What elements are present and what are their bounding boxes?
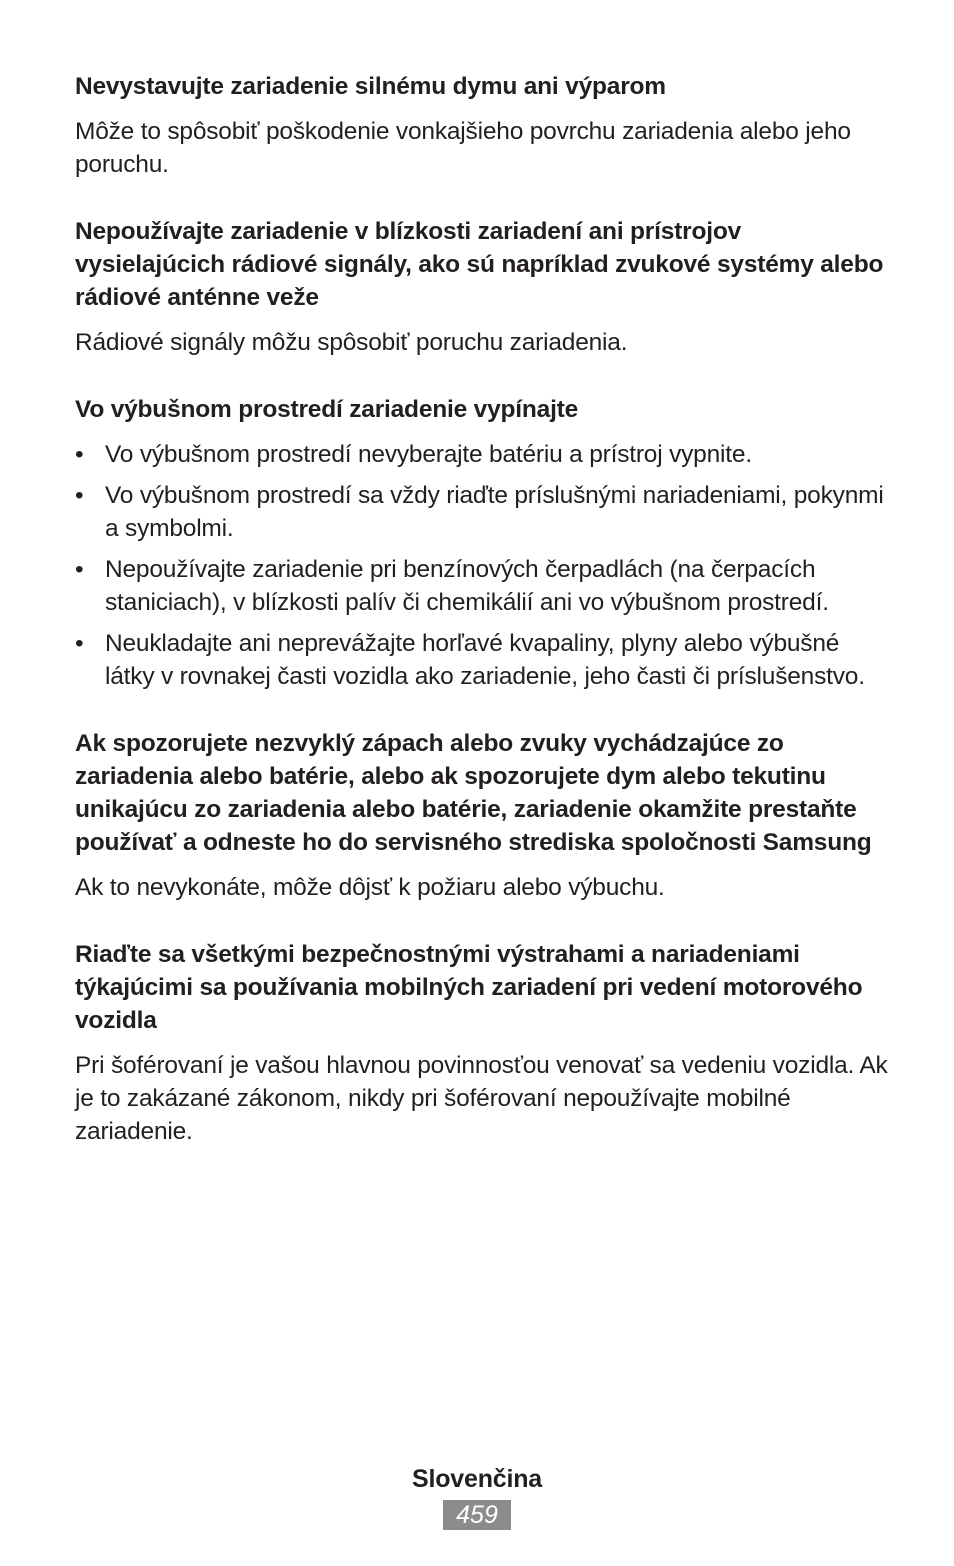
list-item-text: Vo výbušnom prostredí sa vždy riaďte príslušnými nariadeniami, pokynmi a symbolmi. [105, 482, 884, 542]
section-heading: Vo výbušnom prostredí zariadenie vypínajte [75, 396, 579, 423]
spacer [75, 701, 890, 727]
section-body: Ak to nevykonáte, môže dôjsť k požiaru alebo výbuchu. [75, 874, 665, 901]
spacer [75, 181, 890, 215]
section-heading: Ak spozorujete nezvyklý zápach alebo zvuky vychádzajúce zo zariadenia alebo batérie, alebo ak spozorujete dym alebo tekutinu unikajúcu zo zariadenia alebo batérie, zariadenie okamžite prestaňte používať a odneste ho do servisného strediska spoločnosti Samsung [75, 730, 872, 856]
bullet-list [75, 438, 890, 693]
list-item [75, 553, 890, 619]
list-item [75, 627, 890, 693]
spacer [75, 904, 890, 938]
section-driving-safety [75, 938, 890, 1148]
page-number-wrapper [0, 1500, 954, 1530]
bullet-icon: • [75, 556, 84, 583]
bullet-icon: • [75, 441, 84, 468]
page-content [75, 70, 890, 1148]
list-item [75, 438, 890, 471]
bullet-icon: • [75, 482, 84, 509]
section-explosive-environment [75, 393, 890, 693]
section-heading: Nevystavujte zariadenie silnému dymu ani výparom [75, 73, 666, 100]
section-heading: Riaďte sa všetkými bezpečnostnými výstrahami a nariadeniami týkajúcimi sa používania mobilných zariadení pri vedení motorového vozidla [75, 941, 863, 1034]
section-unusual-smell [75, 727, 890, 904]
list-item [75, 479, 890, 545]
list-item-text: Vo výbušnom prostredí nevyberajte batériu a prístroj vypnite. [105, 441, 752, 468]
bullet-icon: • [75, 630, 84, 657]
page-footer [0, 1462, 954, 1530]
list-item-text: Neukladajte ani neprevážajte horľavé kvapaliny, plyny alebo výbušné látky v rovnakej časti vozidla ako zariadenie, jeho časti či príslušenstvo. [105, 630, 865, 690]
section-body: Pri šoférovaní je vašou hlavnou povinnosťou venovať sa vedeniu vozidla. Ak je to zakázané zákonom, nikdy pri šoférovaní nepoužívajte mobilné zariadenie. [75, 1052, 888, 1145]
page-number: 459 [443, 1500, 511, 1530]
section-body: Rádiové signály môžu spôsobiť poruchu zariadenia. [75, 329, 628, 356]
list-item-text: Nepoužívajte zariadenie pri benzínových čerpadlách (na čerpacích staniciach), v blízkosti palív či chemikálií ani vo výbušnom prostredí. [105, 556, 829, 616]
spacer [75, 359, 890, 393]
section-body: Môže to spôsobiť poškodenie vonkajšieho povrchu zariadenia alebo jeho poruchu. [75, 118, 851, 178]
section-radio-signals [75, 215, 890, 359]
section-heading: Nepoužívajte zariadenie v blízkosti zariadení ani prístrojov vysielajúcich rádiové signály, ako sú napríklad zvukové systémy alebo rádiové anténne veže [75, 218, 884, 311]
footer-language: Slovenčina [412, 1465, 542, 1493]
section-smoke [75, 70, 890, 181]
